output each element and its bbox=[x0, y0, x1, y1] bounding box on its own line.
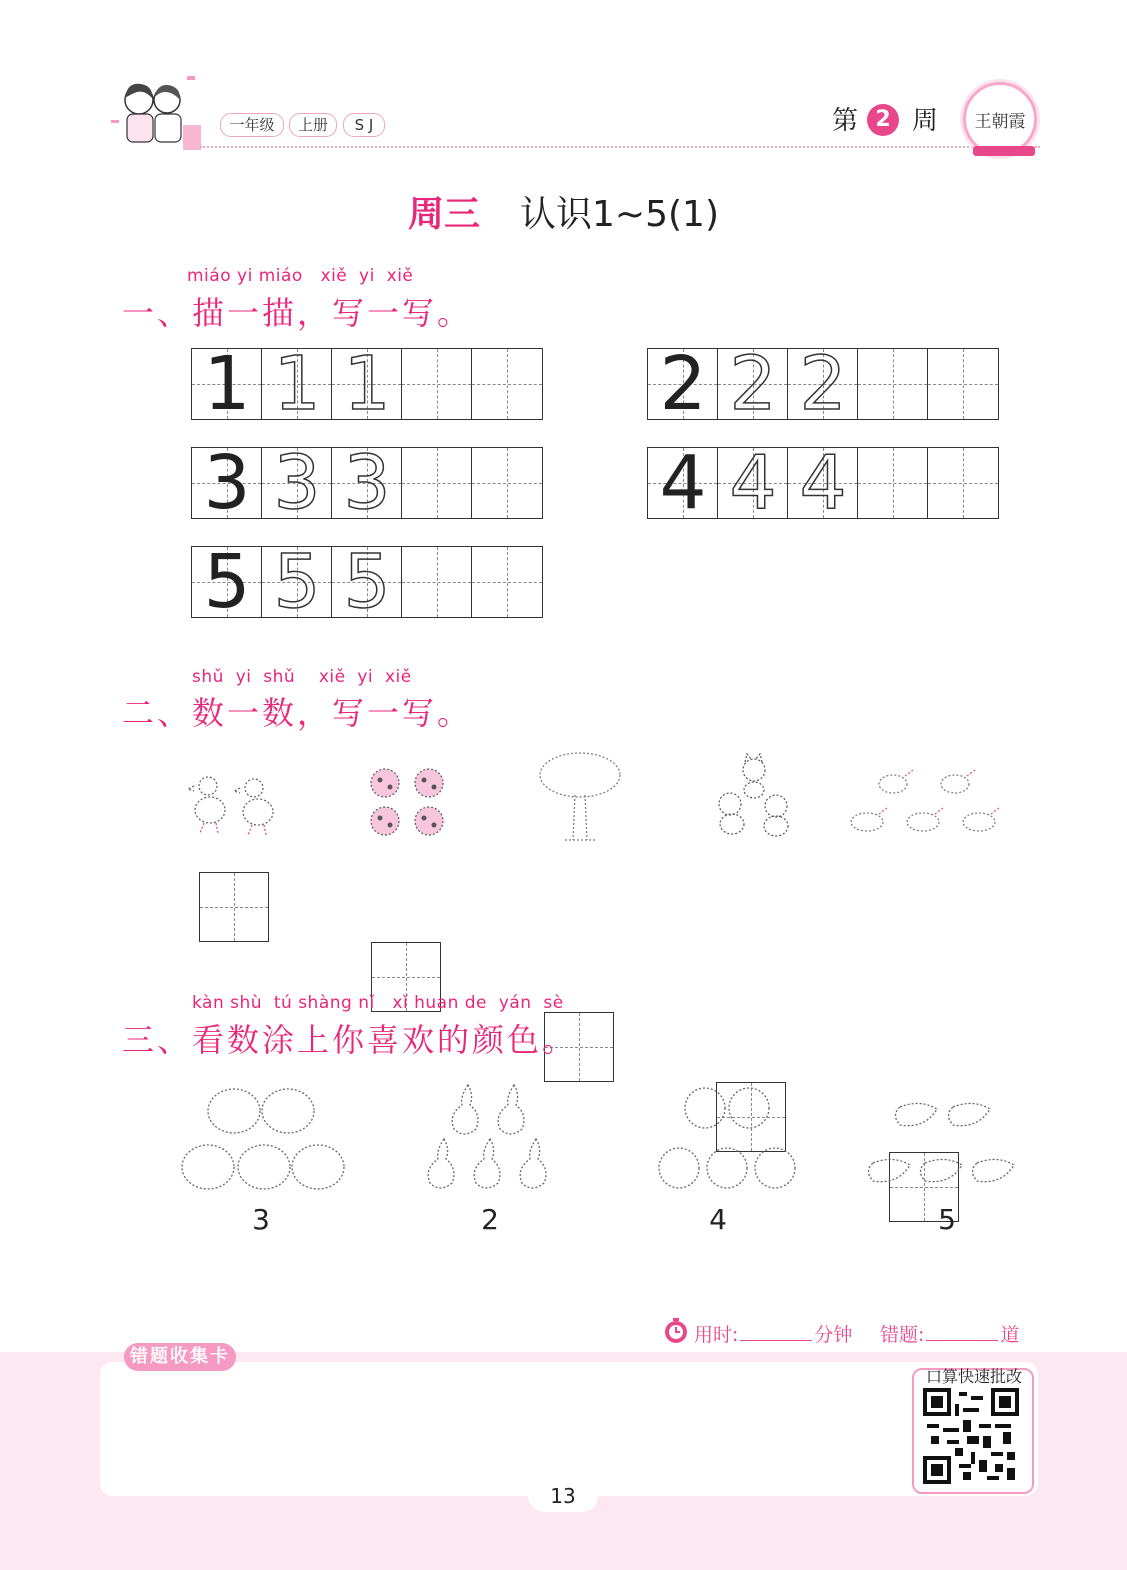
writing-cell[interactable] bbox=[858, 448, 928, 518]
color-count-4: 5 bbox=[938, 1203, 956, 1236]
digit-trace: 2 bbox=[799, 341, 847, 427]
section1-pinyin: miáo yi miáo xiě yi xiě bbox=[187, 266, 414, 286]
writing-cell[interactable] bbox=[472, 448, 542, 518]
writing-cell[interactable] bbox=[928, 349, 998, 419]
tree-picture bbox=[535, 745, 625, 845]
grade-pill: 一年级 bbox=[220, 113, 284, 137]
clock-icon bbox=[662, 1317, 690, 1345]
week-number-badge: 2 bbox=[867, 104, 899, 136]
error-unit: 道 bbox=[1000, 1324, 1020, 1346]
digit-trace: 3 bbox=[343, 440, 391, 526]
duck-pair-picture bbox=[188, 768, 284, 838]
page-number: 13 bbox=[528, 1480, 598, 1512]
tracing-grid-5 bbox=[191, 539, 543, 625]
tracing-cell[interactable] bbox=[332, 539, 402, 625]
digit-model: 1 bbox=[203, 341, 251, 427]
error-label: 错题: bbox=[880, 1324, 925, 1346]
tracing-grid-4 bbox=[647, 440, 999, 526]
tracing-cell bbox=[192, 539, 262, 625]
kids-illustration bbox=[105, 70, 205, 155]
tracing-cell[interactable] bbox=[332, 341, 402, 427]
color-count-2: 2 bbox=[481, 1203, 499, 1236]
logo-ribbon bbox=[973, 146, 1035, 156]
error-blank[interactable] bbox=[926, 1340, 998, 1341]
tracing-cell[interactable] bbox=[262, 341, 332, 427]
tracing-cell[interactable] bbox=[262, 440, 332, 526]
digit-trace: 1 bbox=[273, 341, 321, 427]
week-suffix: 周 bbox=[912, 106, 939, 136]
digit-trace: 5 bbox=[343, 539, 391, 625]
digit-trace: 4 bbox=[729, 440, 777, 526]
publisher-logo bbox=[963, 82, 1037, 156]
qr-code[interactable] bbox=[923, 1388, 1019, 1484]
apple-group-picture[interactable] bbox=[178, 1085, 348, 1195]
writing-cell[interactable] bbox=[402, 448, 472, 518]
digit-model: 3 bbox=[203, 440, 251, 526]
week-prefix: 第 bbox=[832, 106, 859, 136]
tracing-cell bbox=[648, 440, 718, 526]
volume-pill: 上册 bbox=[289, 113, 337, 137]
section3-heading: 三、看数涂上你喜欢的颜色。 bbox=[122, 1021, 578, 1059]
section1-heading: 一、描一描，写一写。 bbox=[122, 294, 473, 332]
color-count-3: 4 bbox=[709, 1203, 727, 1236]
digit-model: 4 bbox=[659, 440, 707, 526]
color-count-1: 3 bbox=[252, 1203, 270, 1236]
writing-cell[interactable] bbox=[472, 547, 542, 617]
time-blank[interactable] bbox=[740, 1340, 812, 1341]
qr-label: 口算快速批改 bbox=[926, 1367, 1023, 1386]
writing-cell[interactable] bbox=[858, 349, 928, 419]
tracing-cell[interactable] bbox=[788, 341, 858, 427]
tracing-grid-2 bbox=[647, 341, 999, 427]
section3-pinyin: kàn shù tú shàng nǐ xǐ huan de yán sè bbox=[192, 993, 564, 1013]
rabbit-group-picture bbox=[845, 768, 1005, 838]
writing-cell[interactable] bbox=[928, 448, 998, 518]
writing-cell[interactable] bbox=[402, 349, 472, 419]
tracing-cell bbox=[192, 341, 262, 427]
tracing-cell[interactable] bbox=[332, 440, 402, 526]
tracing-grid-3 bbox=[191, 440, 543, 526]
cat-group-picture bbox=[710, 752, 800, 838]
edition-pill: S J bbox=[343, 113, 385, 137]
bean-group-picture[interactable] bbox=[865, 1095, 1030, 1190]
page-title bbox=[0, 186, 1127, 237]
answer-box-1[interactable] bbox=[199, 872, 269, 942]
writing-cell[interactable] bbox=[472, 349, 542, 419]
digit-model: 5 bbox=[203, 539, 251, 625]
error-collection-card[interactable] bbox=[100, 1362, 1038, 1496]
digit-trace: 1 bbox=[343, 341, 391, 427]
title-topic: 认识1~5(1) bbox=[520, 194, 719, 235]
logo-text: 王朝霞 bbox=[974, 111, 1026, 132]
peach-group-picture[interactable] bbox=[655, 1080, 800, 1195]
section2-pinyin: shǔ yi shǔ xiě yi xiě bbox=[192, 667, 412, 687]
tracing-cell[interactable] bbox=[262, 539, 332, 625]
title-day: 周三 bbox=[408, 194, 481, 235]
error-record[interactable] bbox=[880, 1320, 1019, 1347]
tracing-cell[interactable] bbox=[718, 440, 788, 526]
digit-trace: 5 bbox=[273, 539, 321, 625]
tracing-cell[interactable] bbox=[788, 440, 858, 526]
tracing-cell bbox=[192, 440, 262, 526]
section2-heading: 二、数一数，写一写。 bbox=[122, 694, 473, 732]
tracing-grid-1 bbox=[191, 341, 543, 427]
digit-trace: 3 bbox=[273, 440, 321, 526]
digit-model: 2 bbox=[659, 341, 707, 427]
digit-trace: 4 bbox=[799, 440, 847, 526]
error-collection-tag: 错题收集卡 bbox=[124, 1343, 236, 1371]
writing-cell[interactable] bbox=[402, 547, 472, 617]
pear-group-picture[interactable] bbox=[420, 1075, 560, 1195]
ladybug-group-picture bbox=[365, 765, 451, 841]
header-divider bbox=[200, 146, 1040, 148]
tracing-cell[interactable] bbox=[718, 341, 788, 427]
digit-trace: 2 bbox=[729, 341, 777, 427]
time-record[interactable] bbox=[694, 1320, 852, 1347]
tracing-cell bbox=[648, 341, 718, 427]
time-label: 用时: bbox=[694, 1324, 739, 1346]
minute-label: 分钟 bbox=[814, 1324, 853, 1346]
